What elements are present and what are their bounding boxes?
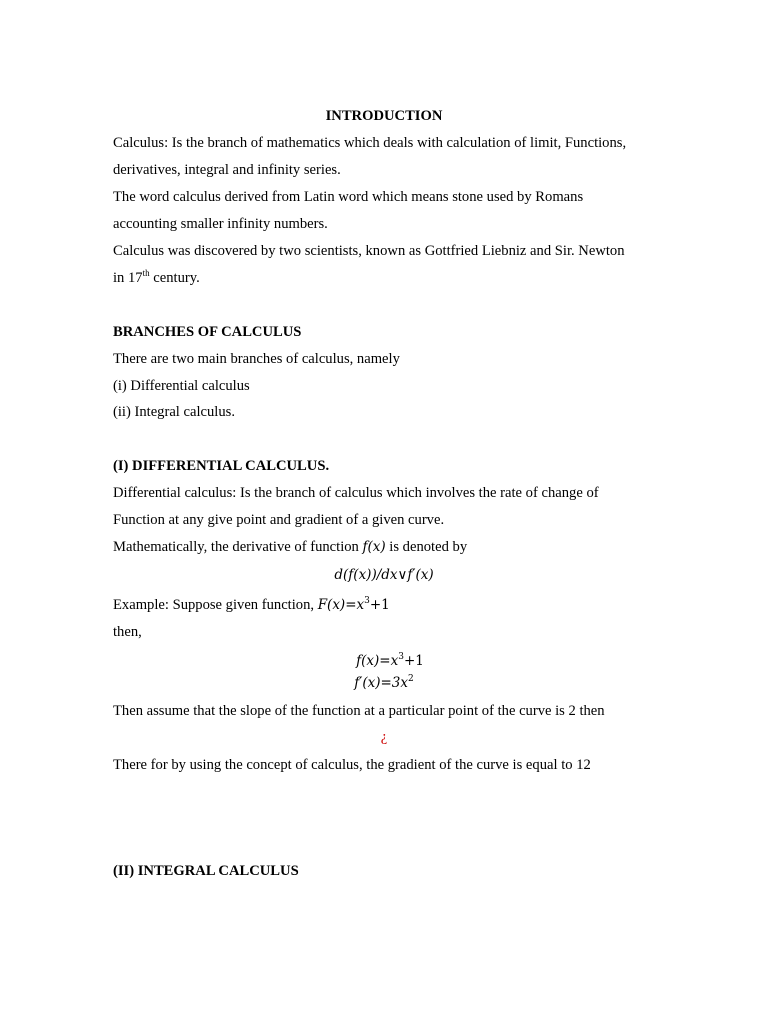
- slope-line: Then assume that the slope of the function at a particular point of the curve is 2 then: [113, 703, 605, 719]
- intro-paragraph-line-6: [113, 269, 200, 287]
- branches-heading: BRANCHES OF CALCULUS: [113, 324, 302, 340]
- equation-function: $f(x)=x^3+1$: [356, 652, 424, 669]
- introduction-heading: INTRODUCTION: [325, 108, 443, 124]
- branch-item-2: (ii) Integral calculus.: [113, 404, 235, 420]
- function-notation: f(x): [362, 539, 386, 555]
- intro-paragraph-line-5: Calculus was discovered by two scientists, known as Gottfried Liebniz and Sir. Newton: [113, 243, 625, 259]
- century-text-post: century.: [149, 270, 200, 286]
- differential-line-1: Differential calculus: Is the branch of calculus which involves the rate of change of: [113, 485, 599, 501]
- example-function: $F(x)=x^3+1$: [317, 596, 390, 613]
- derivative-text-pre: Mathematically, the derivative of function: [113, 539, 363, 555]
- equation-derivative: $f'(x)=3x^2$: [354, 674, 414, 691]
- equation-error-glyph: ¿: [380, 729, 388, 745]
- intro-paragraph-line-2: derivatives, integral and infinity series.: [113, 162, 341, 178]
- derivative-text-post: is denoted by: [385, 539, 468, 555]
- differential-line-3: [113, 538, 467, 556]
- intro-paragraph-line-1: Calculus: Is the branch of mathematics which deals with calculation of limit, Functions,: [113, 135, 627, 151]
- intro-paragraph-line-3: The word calculus derived from Latin word which means stone used by Romans: [113, 189, 584, 205]
- example-text: Example: Suppose given function,: [113, 597, 318, 613]
- branches-intro: There are two main branches of calculus, namely: [113, 351, 400, 367]
- integral-heading: (II) INTEGRAL CALCULUS: [113, 863, 299, 879]
- conclusion-line: There for by using the concept of calculus, the gradient of the curve is equal to 12: [113, 757, 591, 773]
- branch-item-1: (i) Differential calculus: [113, 378, 250, 394]
- example-line: [113, 596, 390, 614]
- derivative-formula: d(f(x))/dx∨f′(x): [334, 567, 434, 583]
- century-text-pre: in 17: [113, 270, 143, 286]
- intro-paragraph-line-4: accounting smaller infinity numbers.: [113, 216, 328, 232]
- then-text: then,: [113, 624, 142, 640]
- differential-line-2: Function at any give point and gradient of a given curve.: [113, 512, 445, 528]
- century-superscript: th: [142, 268, 150, 278]
- differential-heading: (I) DIFFERENTIAL CALCULUS.: [113, 458, 330, 474]
